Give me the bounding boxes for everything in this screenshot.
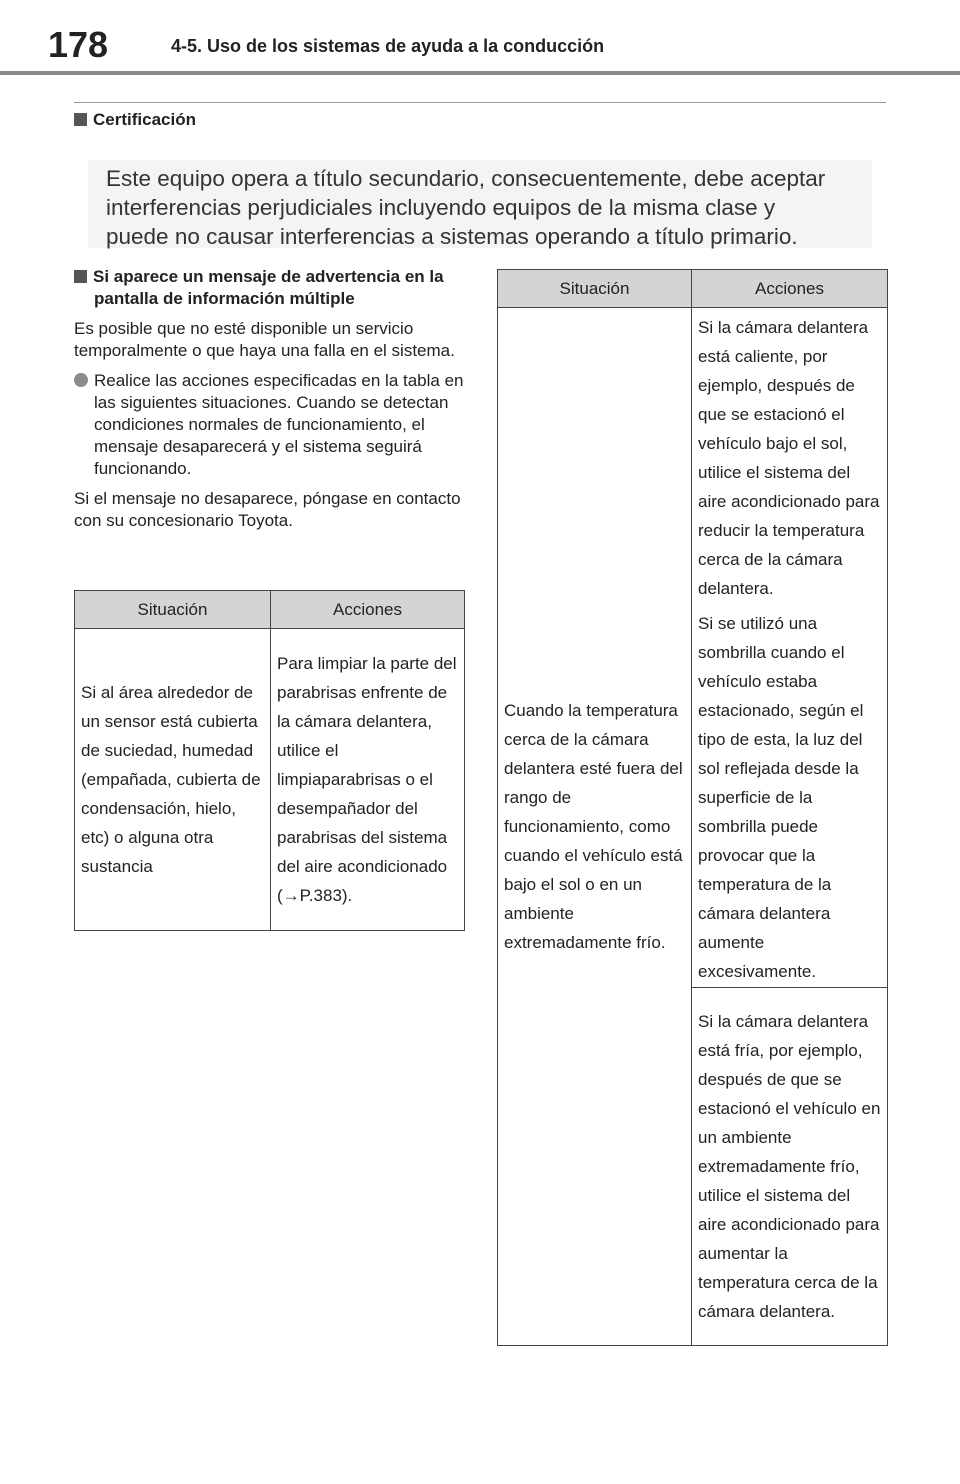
sensor-dirt-table <box>74 590 465 931</box>
table-header-actions: Acciones <box>692 270 888 308</box>
warning-bullet: Realice las acciones especificadas en la tabla en las siguientes situaciones. Cuando se detectan condiciones normales de funcionamiento, el mensaje desaparecerá y el sistema seguirá funcionando. <box>74 370 466 480</box>
square-bullet-icon <box>74 270 87 283</box>
warning-heading: Si aparece un mensaje de advertencia en la pantalla de información múltiple <box>74 266 466 310</box>
action-cell-cold: Si la cámara delantera está fría, por ejemplo, después de que se estacionó el vehículo en un ambiente extremadamente frío, utilice el sistema del aire acondicionado para aumentar la temperatura cerca de la cámara delantera. <box>692 988 888 1346</box>
table-row <box>498 308 888 988</box>
circle-bullet-icon <box>74 373 88 387</box>
warning-outro: Si el mensaje no desaparece, póngase en contacto con su concesionario Toyota. <box>74 489 461 530</box>
action-cell-hot <box>692 308 888 988</box>
header-rule <box>0 71 960 75</box>
certification-text-box <box>88 160 872 248</box>
page-header <box>0 0 960 78</box>
action-sunshade: Si se utilizó una sombrilla cuando el vehículo estaba estacionado, según el tipo de esta, la luz del sol reflejada desde la superficie de la sombrilla puede provocar que la temperatura de la cámara delantera aumente excesivamente. <box>698 614 864 981</box>
situation-cell: Cuando la temperatura cerca de la cámara delantera esté fuera del rango de funcionamiento, como cuando el vehículo está bajo el sol o en un ambiente extremadamente frío. <box>498 308 692 1346</box>
camera-temperature-table <box>497 269 888 1346</box>
certification-heading: Certificación <box>74 110 196 130</box>
action-hot-camera: Si la cámara delantera está caliente, por ejemplo, después de que se estacionó el vehículo bajo el sol, utilice el sistema del aire acondicionado para reducir la temperatura cerca de la cámara delantera. <box>698 318 880 598</box>
warning-intro: Es posible que no esté disponible un servicio temporalmente o que haya una falla en el sistema. <box>74 319 455 360</box>
situation-cell: Si al área alrededor de un sensor está cubierta de suciedad, humedad (empañada, cubierta de condensación, hielo, etc) o alguna otra sustancia <box>75 629 271 931</box>
section-divider <box>74 102 886 103</box>
table-header-situation: Situación <box>75 591 271 629</box>
certification-line-2: interferencias perjudiciales incluyendo equipos de la misma clase y <box>106 195 776 220</box>
certification-line-3: puede no causar interferencias a sistemas operando a título primario. <box>106 224 798 249</box>
action-cell: Para limpiar la parte del parabrisas enfrente de la cámara delantera, utilice el limpiaparabrisas o el desempañador del parabrisas del sistema del aire acondicionado (→P.383). <box>271 629 465 931</box>
table-row <box>75 629 465 931</box>
table-header-situation: Situación <box>498 270 692 308</box>
page-number: 178 <box>48 24 109 65</box>
chapter-title: 4-5. Uso de los sistemas de ayuda a la conducción <box>171 36 605 56</box>
table-header-actions: Acciones <box>271 591 465 629</box>
warning-section <box>74 266 466 532</box>
square-bullet-icon <box>74 113 87 126</box>
certification-line-1: Este equipo opera a título secundario, consecuentemente, debe aceptar <box>106 166 826 191</box>
